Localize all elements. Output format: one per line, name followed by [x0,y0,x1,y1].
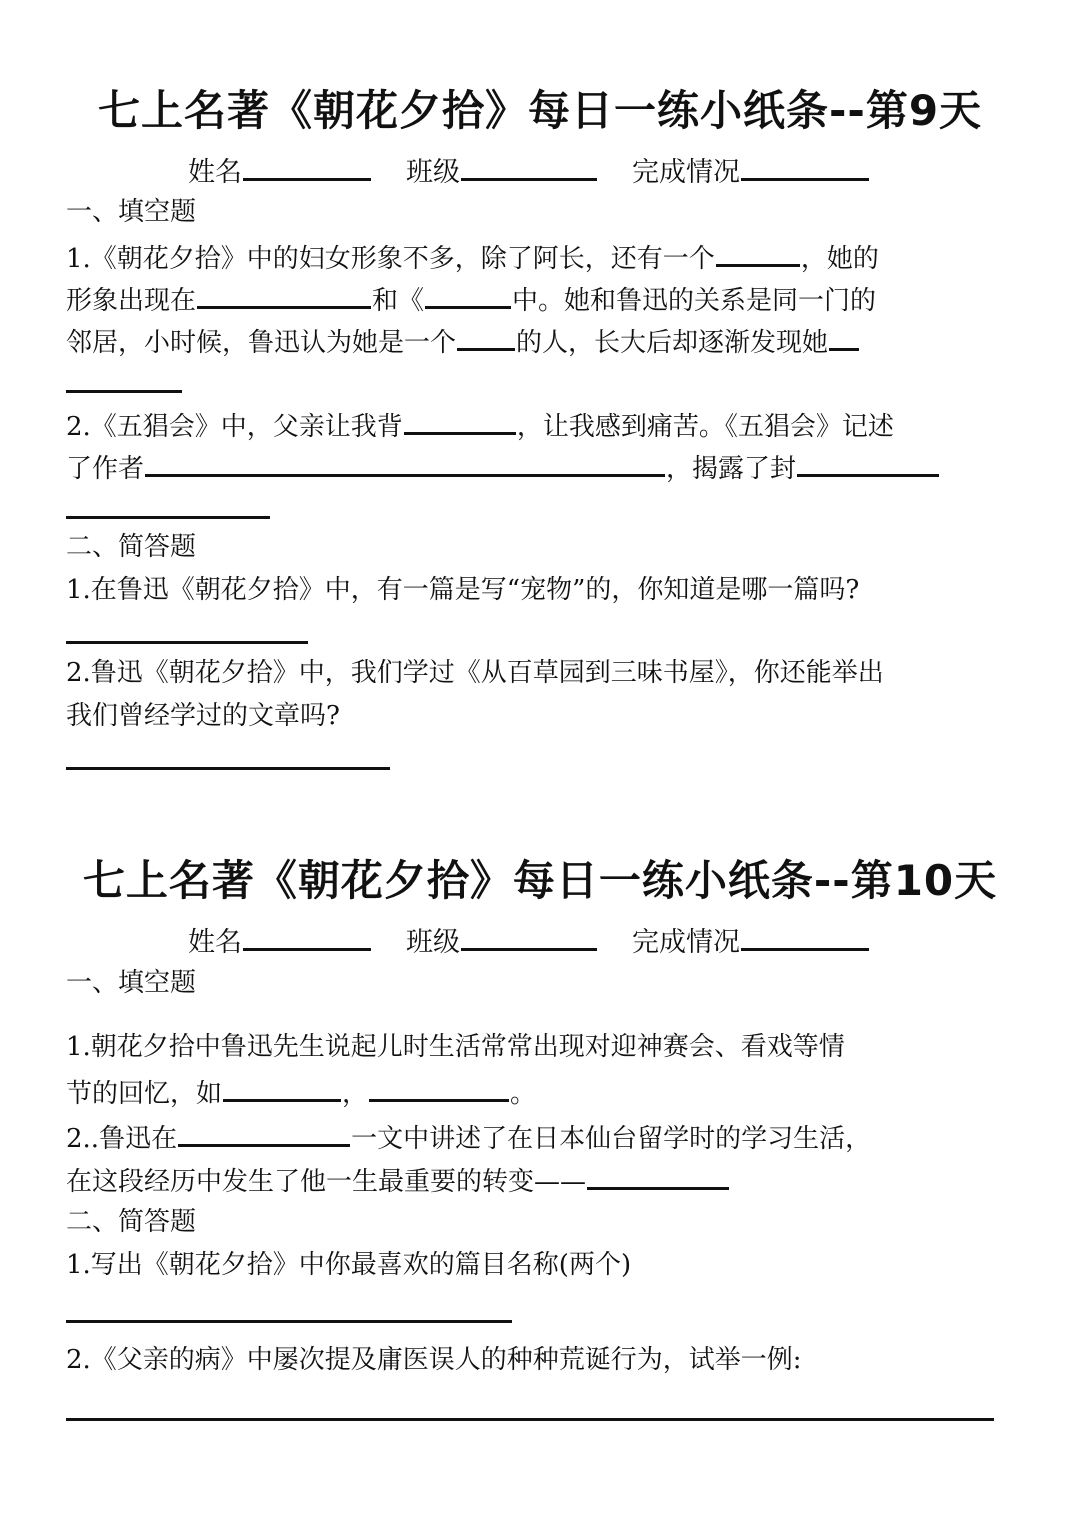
text: 节的回忆，如 [66,1079,223,1109]
answer-line[interactable] [66,1320,512,1323]
day9-q2-line1 [66,410,894,440]
text: 了作者 [66,454,145,484]
day9-q1-line2 [66,284,876,314]
class-blank[interactable] [461,156,597,181]
name-label: 姓名 [188,157,242,188]
day10-section-short: 二、简答题 [66,1207,197,1237]
text: 和《 [372,286,425,316]
text: 在这段经历中发生了他一生最重要的转变—— [66,1167,587,1197]
name-label: 姓名 [188,927,242,958]
day10-q1-line1: 1.朝花夕拾中鲁迅先生说起儿时生活常常出现对迎神赛会、看戏等情 [66,1032,845,1062]
text: ， [342,1079,369,1109]
answer-blank[interactable] [457,326,515,351]
status-label: 完成情况 [632,927,740,958]
day10-class-field [406,920,598,959]
answer-blank[interactable] [197,284,371,309]
answer-blank[interactable] [223,1077,341,1102]
day9-q1-line3 [66,326,860,356]
status-blank[interactable] [741,156,869,181]
answer-blank[interactable] [797,452,939,477]
text: ，揭露了封 [666,454,797,484]
day9-section-short: 二、简答题 [66,532,197,562]
class-blank[interactable] [461,926,597,951]
day10-q1-line2 [66,1077,536,1107]
day9-short-q1: 1.在鲁迅《朝花夕拾》中，有一篇是写“宠物”的，你知道是哪一篇吗? [66,575,860,605]
day9-q1-line1 [66,242,879,272]
class-label: 班级 [406,927,460,958]
day9-section-fill: 一、填空题 [66,197,197,227]
day9-short-q2-line1: 2.鲁迅《朝花夕拾》中，我们学过《从百草园到三味书屋》，你还能举出 [66,658,884,688]
name-blank[interactable] [243,926,371,951]
day9-title: 七上名著《朝花夕拾》每日一练小纸条--第9天 [97,86,983,135]
day10-q2-line1 [66,1122,871,1152]
day9-q2-line2 [66,452,940,482]
day10-section-fill: 一、填空题 [66,968,197,998]
day10-status-field [632,920,870,959]
answer-blank[interactable] [178,1122,350,1147]
day9-name-field [188,150,372,189]
status-blank[interactable] [741,926,869,951]
day10-title: 七上名著《朝花夕拾》每日一练小纸条--第10天 [82,856,998,905]
day10-short-q2: 2.《父亲的病》中屡次提及庸医误人的种种荒诞行为，试举一例: [66,1345,802,1375]
answer-line[interactable] [66,516,270,519]
text: ，让我感到痛苦。《五猖会》记述 [516,412,894,442]
answer-blank[interactable] [716,242,800,267]
name-blank[interactable] [243,156,371,181]
text: 中。她和鲁迅的关系是同一门的 [512,286,877,316]
day10-q2-line2 [66,1165,730,1195]
answer-blank[interactable] [425,284,511,309]
day9-short-q2-line2: 我们曾经学过的文章吗? [66,701,340,731]
text: 。 [510,1079,537,1109]
answer-line[interactable] [66,641,308,644]
text: 2..鲁迅在 [66,1124,178,1154]
text: 一文中讲述了在日本仙台留学时的学习生活， [351,1124,872,1154]
answer-blank[interactable] [829,326,859,351]
answer-blank[interactable] [404,410,516,435]
text: ，她的 [800,244,879,274]
day10-name-field [188,920,372,959]
text: 1.《朝花夕拾》中的妇女形象不多，除了阿长，还有一个 [66,244,715,274]
text: 的人，长大后却逐渐发现她 [516,328,829,358]
text: 2.《五猖会》中，父亲让我背 [66,412,403,442]
text: 形象出现在 [66,286,197,316]
answer-blank[interactable] [369,1077,509,1102]
answer-blank[interactable] [587,1165,729,1190]
status-label: 完成情况 [632,157,740,188]
class-label: 班级 [406,157,460,188]
answer-line[interactable] [66,1418,994,1421]
answer-blank[interactable] [145,452,665,477]
day9-status-field [632,150,870,189]
answer-line[interactable] [66,390,182,393]
day9-class-field [406,150,598,189]
day10-short-q1: 1.写出《朝花夕拾》中你最喜欢的篇目名称(两个) [66,1250,632,1280]
answer-line[interactable] [66,767,390,770]
text: 邻居，小时候，鲁迅认为她是一个 [66,328,457,358]
